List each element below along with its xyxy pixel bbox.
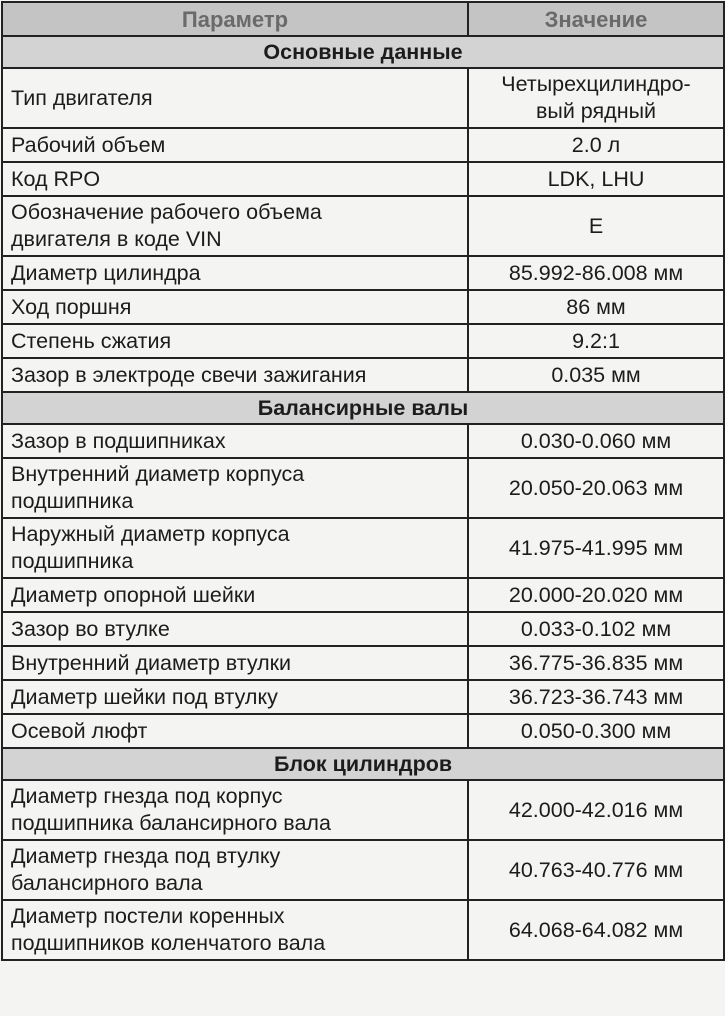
param-text: Внутренний диаметр втулки	[11, 650, 292, 675]
table-row	[2, 646, 724, 680]
value-cell	[468, 424, 724, 458]
value-text: 85.992-86.008 мм	[508, 260, 684, 285]
value-text: 2.0 л	[571, 132, 621, 157]
value-cell	[468, 612, 724, 646]
param-text: подшипника балансирного вала	[11, 811, 331, 835]
param-cell	[2, 518, 468, 578]
table-row	[2, 290, 724, 324]
param-text: Обозначение рабочего объема	[11, 200, 322, 224]
param-cell	[2, 358, 468, 392]
header-param: Параметр	[2, 2, 468, 36]
param-cell	[2, 196, 468, 256]
value-text: 86 мм	[566, 294, 626, 319]
table-row	[2, 162, 724, 196]
value-cell	[468, 290, 724, 324]
param-text: Внутренний диаметр корпуса	[11, 462, 305, 486]
param-cell	[2, 324, 468, 358]
value-cell	[468, 646, 724, 680]
value-text: Четырехцилиндро-	[501, 72, 691, 96]
table-row	[2, 578, 724, 612]
param-text: балансирного вала	[11, 871, 203, 895]
value-cell	[468, 900, 724, 960]
value-cell	[468, 518, 724, 578]
table-row	[2, 324, 724, 358]
param-text: Код RPO	[11, 166, 101, 191]
table-row	[2, 612, 724, 646]
section-row	[2, 36, 724, 68]
param-text: Тип двигателя	[11, 85, 153, 110]
table-row	[2, 424, 724, 458]
section-title: Балансирные валы	[2, 392, 724, 424]
value-cell	[468, 68, 724, 128]
value-text: 20.050-20.063 мм	[508, 475, 684, 500]
param-cell	[2, 900, 468, 960]
table-row	[2, 196, 724, 256]
value-cell	[468, 324, 724, 358]
param-text: двигателя в коде VIN	[11, 227, 222, 251]
value-text: 40.763-40.776 мм	[508, 857, 684, 882]
param-cell	[2, 162, 468, 196]
value-cell	[468, 128, 724, 162]
param-cell	[2, 458, 468, 518]
value-cell	[468, 162, 724, 196]
param-cell	[2, 780, 468, 840]
param-text: Зазор во втулке	[11, 616, 170, 641]
value-text: 42.000-42.016 мм	[508, 797, 684, 822]
param-text: Диаметр постели коренных	[11, 904, 285, 928]
param-text: Зазор в электроде свечи зажигания	[11, 362, 367, 387]
value-text: 36.775-36.835 мм	[508, 650, 684, 675]
param-cell	[2, 256, 468, 290]
param-text: подшипника	[11, 489, 134, 513]
param-cell	[2, 128, 468, 162]
table-row	[2, 840, 724, 900]
value-text: 0.035 мм	[551, 362, 641, 387]
table-row	[2, 256, 724, 290]
section-row	[2, 392, 724, 424]
value-cell	[468, 358, 724, 392]
section-title: Основные данные	[2, 36, 724, 68]
header-value: Значение	[468, 2, 724, 36]
param-text: Диаметр шейки под втулку	[11, 684, 278, 709]
value-text: 0.030-0.060 мм	[520, 428, 672, 453]
value-text: 36.723-36.743 мм	[508, 684, 684, 709]
param-text: Зазор в подшипниках	[11, 428, 226, 453]
param-text: Диаметр цилиндра	[11, 260, 201, 285]
table-row	[2, 458, 724, 518]
param-text: Осевой люфт	[11, 718, 148, 743]
table-row	[2, 714, 724, 748]
param-text: Диаметр гнезда под корпус	[11, 784, 283, 808]
param-text: Рабочий объем	[11, 132, 166, 157]
value-cell	[468, 578, 724, 612]
value-cell	[468, 840, 724, 900]
table-row	[2, 780, 724, 840]
table-row	[2, 900, 724, 960]
param-cell	[2, 840, 468, 900]
param-text: Диаметр опорной шейки	[11, 582, 256, 607]
value-text: 41.975-41.995 мм	[508, 535, 684, 560]
param-text: подшипника	[11, 549, 134, 573]
param-text: Ход поршня	[11, 294, 132, 319]
value-text: вый рядный	[535, 99, 657, 123]
value-text: E	[588, 213, 604, 238]
table-row	[2, 128, 724, 162]
value-cell	[468, 780, 724, 840]
param-cell	[2, 646, 468, 680]
param-text: Степень сжатия	[11, 328, 172, 353]
value-text: 9.2:1	[572, 328, 620, 353]
value-cell	[468, 196, 724, 256]
table-header-row	[2, 2, 724, 36]
value-text: 0.033-0.102 мм	[520, 616, 672, 641]
table-row	[2, 680, 724, 714]
param-cell	[2, 612, 468, 646]
param-cell	[2, 578, 468, 612]
table-row	[2, 68, 724, 128]
value-text: 20.000-20.020 мм	[508, 582, 684, 607]
param-cell	[2, 680, 468, 714]
table-row	[2, 518, 724, 578]
value-text: 64.068-64.082 мм	[508, 917, 684, 942]
param-cell	[2, 424, 468, 458]
value-cell	[468, 458, 724, 518]
table-row	[2, 358, 724, 392]
param-text: Наружный диаметр корпуса	[11, 522, 290, 546]
value-cell	[468, 680, 724, 714]
param-cell	[2, 68, 468, 128]
value-text: LDK, LHU	[547, 166, 645, 191]
spec-table	[1, 1, 725, 961]
section-row	[2, 748, 724, 780]
param-cell	[2, 714, 468, 748]
value-cell	[468, 714, 724, 748]
value-text: 0.050-0.300 мм	[520, 718, 672, 743]
section-title: Блок цилиндров	[2, 748, 724, 780]
value-cell	[468, 256, 724, 290]
param-text: подшипников коленчатого вала	[11, 931, 326, 955]
table-body	[2, 36, 724, 960]
param-cell	[2, 290, 468, 324]
param-text: Диаметр гнезда под втулку	[11, 844, 281, 868]
